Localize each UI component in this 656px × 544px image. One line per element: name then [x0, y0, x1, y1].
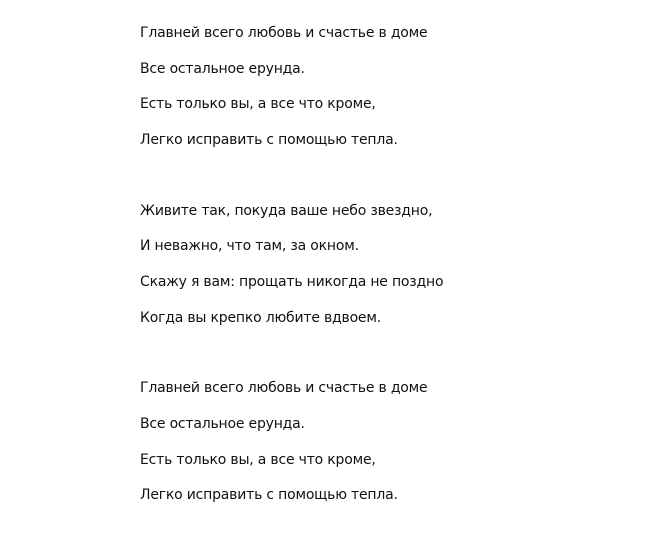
stanza-2-line-3: Скажу я вам: прощать никогда не поздно [140, 274, 444, 290]
stanza-3-line-3: Есть только вы, а все что кроме, [140, 452, 376, 468]
stanza-1-line-2: Все остальное ерунда. [140, 61, 305, 77]
stanza-3-line-4: Легко исправить с помощью тепла. [140, 487, 398, 503]
stanza-2-line-1: Живите так, покуда ваше небо звездно, [140, 203, 433, 219]
stanza-3-line-2: Все остальное ерунда. [140, 416, 305, 432]
stanza-3-line-1: Главней всего любовь и счастье в доме [140, 380, 428, 396]
stanza-1-line-1: Главней всего любовь и счастье в доме [140, 25, 428, 41]
stanza-2-line-2: И неважно, что там, за окном. [140, 238, 359, 254]
stanza-1-line-3: Есть только вы, а все что кроме, [140, 96, 376, 112]
stanza-2-line-4: Когда вы крепко любите вдвоем. [140, 310, 381, 326]
stanza-1-line-4: Легко исправить с помощью тепла. [140, 132, 398, 148]
